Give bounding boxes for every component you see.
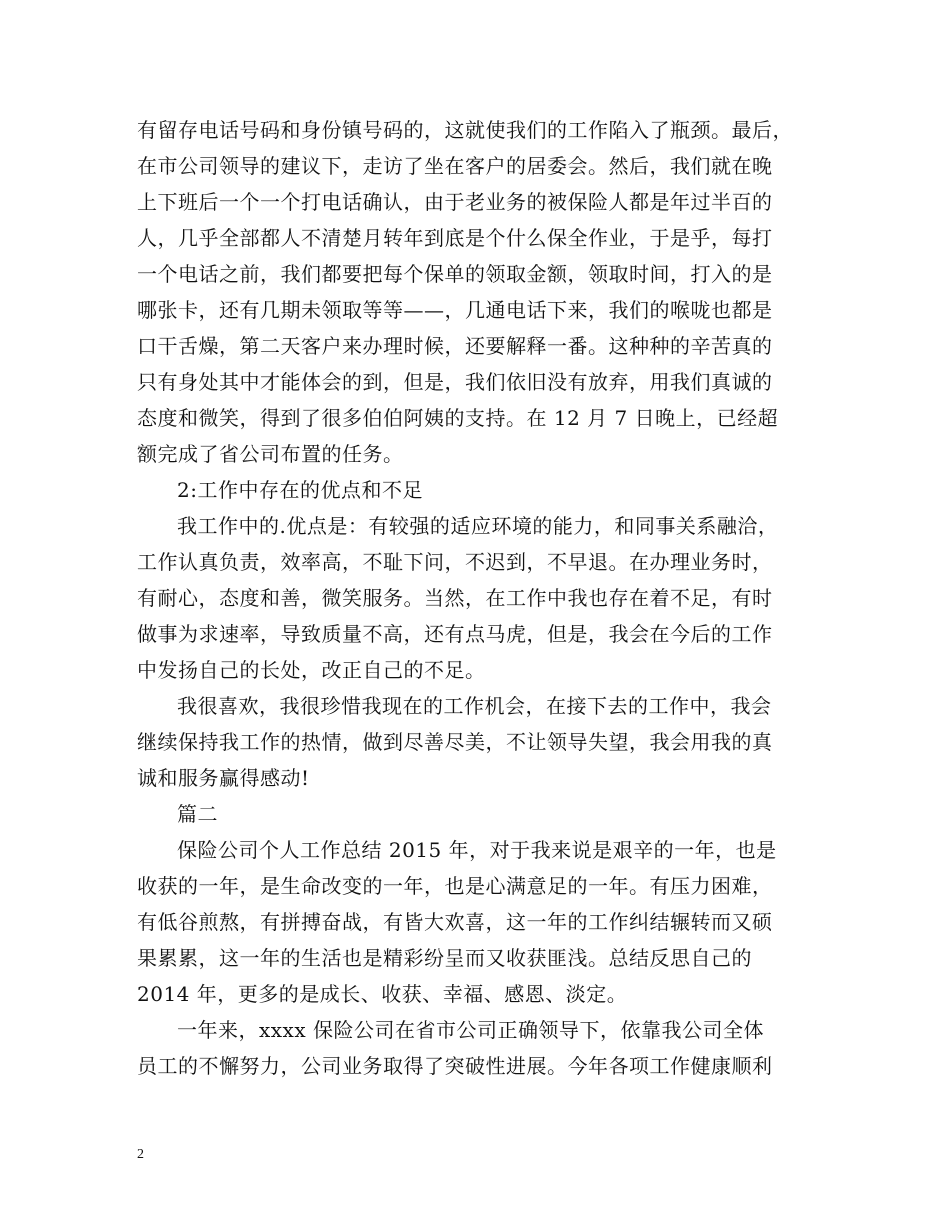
- text-line: 保险公司个人工作总结 2015 年，对于我来说是艰辛的一年，也是: [177, 838, 777, 862]
- text-line: 只有身处其中才能体会的到，但是，我们依旧没有放弃，用我们真诚的: [137, 370, 773, 394]
- text-line: 收获的一年，是生命改变的一年，也是心满意足的一年。有压力困难，: [137, 874, 773, 898]
- text-line: 我很喜欢，我很珍惜我现在的工作机会，在接下去的工作中，我会: [177, 694, 772, 718]
- text-line: 继续保持我工作的热情，做到尽善尽美，不让领导失望，我会用我的真: [137, 730, 773, 754]
- text-line: 一个电话之前，我们都要把每个保单的领取金额，领取时间，打入的是: [137, 262, 773, 286]
- text-line: 果累累，这一年的生活也是精彩纷呈而又收获匪浅。总结反思自己的: [137, 946, 752, 970]
- text-line: 一年来，xxxx 保险公司在省市公司正确领导下，依靠我公司全体: [177, 1018, 764, 1042]
- text-line: 工作认真负责，效率高，不耻下问，不迟到，不早退。在办理业务时，: [137, 550, 773, 574]
- text-line: 诚和服务赢得感动!: [137, 766, 310, 790]
- text-line: 员工的不懈努力，公司业务取得了突破性进展。今年各项工作健康顺利: [137, 1054, 773, 1078]
- text-line: 态度和微笑，得到了很多伯伯阿姨的支持。在 12 月 7 日晚上，已经超: [137, 406, 779, 430]
- text-line: 我工作中的.优点是：有较强的适应环境的能力，和同事关系融洽，: [177, 514, 779, 538]
- text-line: 2014 年，更多的是成长、收获、幸福、感恩、淡定。: [137, 982, 628, 1006]
- text-line: 额完成了省公司布置的任务。: [137, 442, 404, 466]
- text-line: 在市公司领导的建议下，走访了坐在客户的居委会。然后，我们就在晚: [137, 154, 773, 178]
- text-line: 2:工作中存在的优点和不足: [177, 478, 423, 502]
- text-line: 做事为求速率，导致质量不高，还有点马虎，但是，我会在今后的工作: [137, 622, 773, 646]
- text-line: 篇二: [177, 802, 218, 826]
- text-line: 中发扬自己的长处，改正自己的不足。: [137, 658, 486, 682]
- document-body: [137, 112, 827, 1084]
- page-number: 2: [137, 1147, 144, 1162]
- text-line: 有耐心，态度和善，微笑服务。当然，在工作中我也存在着不足，有时: [137, 586, 773, 610]
- text-line: 人，几乎全部都人不清楚月转年到底是个什么保全作业，于是乎，每打: [137, 226, 773, 250]
- text-line: 有留存电话号码和身份镇号码的，这就使我们的工作陷入了瓶颈。最后，: [137, 118, 793, 142]
- text-line: 有低谷煎熬，有拼搏奋战，有皆大欢喜，这一年的工作纠结辗转而又硕: [137, 910, 773, 934]
- text-line: 口干舌燥，第二天客户来办理时候，还要解释一番。这种种的辛苦真的: [137, 334, 773, 358]
- text-line: 上下班后一个一个打电话确认，由于老业务的被保险人都是年过半百的: [137, 190, 773, 214]
- text-line: 哪张卡，还有几期未领取等等——，几通电话下来，我们的喉咙也都是: [137, 298, 773, 322]
